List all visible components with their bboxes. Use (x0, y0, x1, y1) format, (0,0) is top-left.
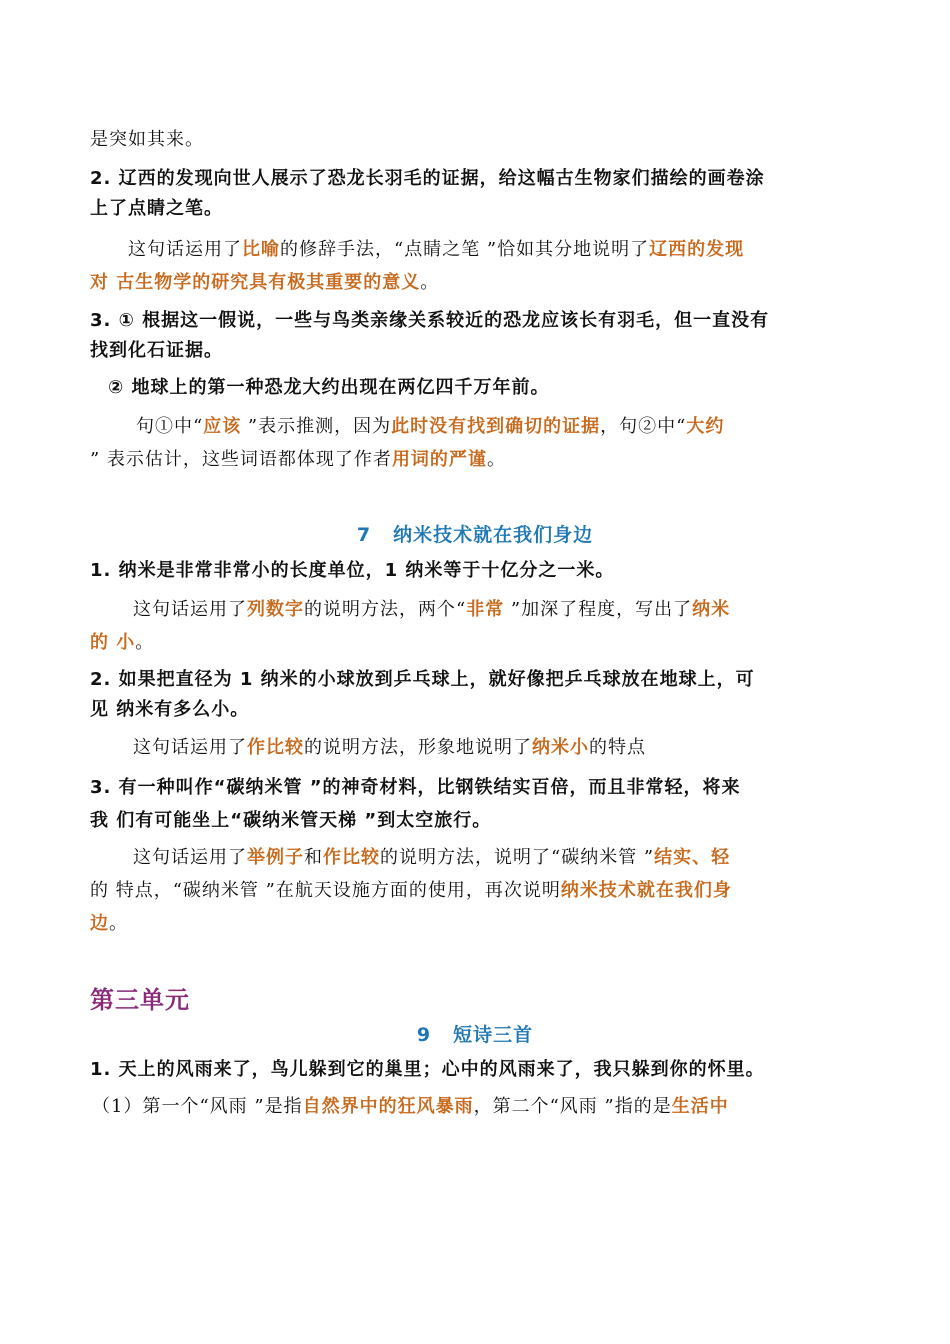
highlight: 的 小 (90, 632, 136, 653)
text: ，句②中“ (600, 416, 687, 437)
highlight: 纳米 (692, 599, 731, 620)
text: 的修辞手法，“点睛之笔 ”恰如其分地说明了 (280, 239, 650, 260)
text: 。 (109, 913, 128, 934)
text: 这句话运用了 (133, 599, 247, 620)
text: 这句话运用了 (133, 737, 247, 758)
highlight: 列数字 (247, 599, 304, 620)
highlight: 作比较 (247, 737, 304, 758)
highlight: 纳米技术就在我们身 (560, 880, 732, 901)
answer-3-line-1 (136, 410, 916, 444)
highlight: 辽西的发现 (649, 239, 745, 260)
lesson-9-heading (0, 1020, 950, 1047)
lesson-7-question-3-line-1: 3. 有一种叫作“碳纳米管 ”的神奇材料，比钢铁结实百倍，而且非常轻，将来 (90, 777, 741, 798)
highlight: 比喻 (242, 239, 280, 260)
text: 和 (304, 847, 323, 868)
text: ，第二个“风雨 ”指的是 (473, 1096, 672, 1117)
paragraph-continuation: 是突如其来。 (90, 129, 204, 150)
highlight: 作比较 (323, 847, 380, 868)
highlight: 非常 (466, 599, 505, 620)
lesson-7-answer-3-line-2 (90, 874, 870, 908)
lesson-7-question-1: 1. 纳米是非常非常小的长度单位，1 纳米等于十亿分之一米。 (90, 560, 615, 581)
question-3-line-1: 3. ① 根据这一假说，一些与鸟类亲缘关系较近的恐龙应该长有羽毛，但一直没有 (90, 310, 770, 331)
text: 的 特点，“碳纳米管 ”在航天设施方面的使用，再次说明 (90, 880, 561, 901)
highlight: 应该 (203, 416, 242, 437)
lesson-7-answer-1-line-1 (133, 593, 913, 627)
text: 的说明方法，说明了“碳纳米管 ” (380, 847, 655, 868)
question-2-line-1: 2. 辽西的发现向世人展示了恐龙长羽毛的证据，给这幅古生物家们描绘的画卷涂 (90, 168, 765, 189)
lesson-7-answer-3-line-3 (90, 907, 870, 941)
lesson-9-answer-1 (92, 1090, 872, 1124)
question-3-line-2: 找到化石证据。 (90, 340, 223, 361)
highlight: 此时没有找到确切的证据 (391, 416, 601, 437)
text: 的说明方法，两个“ (304, 599, 467, 620)
answer-2-line-1 (128, 233, 908, 267)
lesson-7-question-2-line-2: 见 纳米有多么小。 (90, 699, 250, 720)
answer-2-line-2 (90, 266, 870, 300)
highlight: 结实、轻 (654, 847, 731, 868)
highlight: 用词的严谨 (391, 449, 487, 470)
text: （1）第一个“风雨 ”是指 (92, 1096, 303, 1117)
text: 的说明方法，形象地说明了 (304, 737, 532, 758)
lesson-number: 9 (416, 1024, 432, 1046)
text: 。 (420, 272, 440, 293)
highlight: 大约 (686, 416, 725, 437)
text: 。 (135, 632, 155, 653)
lesson-7-question-3-line-2: 我 们有可能坐上“碳纳米管天梯 ”到太空旅行。 (90, 810, 492, 831)
text: 的特点 (589, 737, 646, 758)
lesson-7-answer-2 (133, 731, 913, 765)
text: 这句话运用了 (128, 239, 242, 260)
question-2-line-2: 上了点睛之笔。 (90, 198, 223, 219)
highlight: 生活中 (671, 1096, 729, 1117)
lesson-7-heading (0, 520, 950, 547)
question-3-line-3: ② 地球上的第一种恐龙大约出现在两亿四千万年前。 (108, 377, 550, 398)
unit-heading: 第三单元 (90, 986, 190, 1014)
lesson-7-answer-1-line-2 (90, 626, 870, 660)
text: 。 (486, 449, 506, 470)
text: ”表示推测，因为 (241, 416, 392, 437)
highlight: 举例子 (247, 847, 304, 868)
text: ” 表示估计，这些词语都体现了作者 (90, 449, 392, 470)
lesson-title: 纳米技术就在我们身边 (393, 524, 594, 546)
lesson-title: 短诗三首 (453, 1024, 534, 1046)
highlight: 自然界中的狂风暴雨 (302, 1096, 474, 1117)
lesson-7-question-2-line-1: 2. 如果把直径为 1 纳米的小球放到乒乓球上，就好像把乒乓球放在地球上，可 (90, 669, 755, 690)
highlight: 对 古生物学的研究具有极其重要的意义 (90, 272, 421, 293)
lesson-number: 7 (356, 524, 372, 546)
highlight: 纳米小 (532, 737, 589, 758)
text: 这句话运用了 (133, 847, 247, 868)
text: ”加深了程度，写出了 (504, 599, 693, 620)
highlight: 边 (90, 913, 109, 934)
answer-3-line-2 (90, 443, 870, 477)
lesson-9-question-1: 1. 天上的风雨来了，鸟儿躲到它的巢里；心中的风雨来了，我只躲到你的怀里。 (90, 1059, 765, 1080)
lesson-7-answer-3-line-1 (133, 841, 913, 875)
text: 句①中“ (136, 416, 204, 437)
